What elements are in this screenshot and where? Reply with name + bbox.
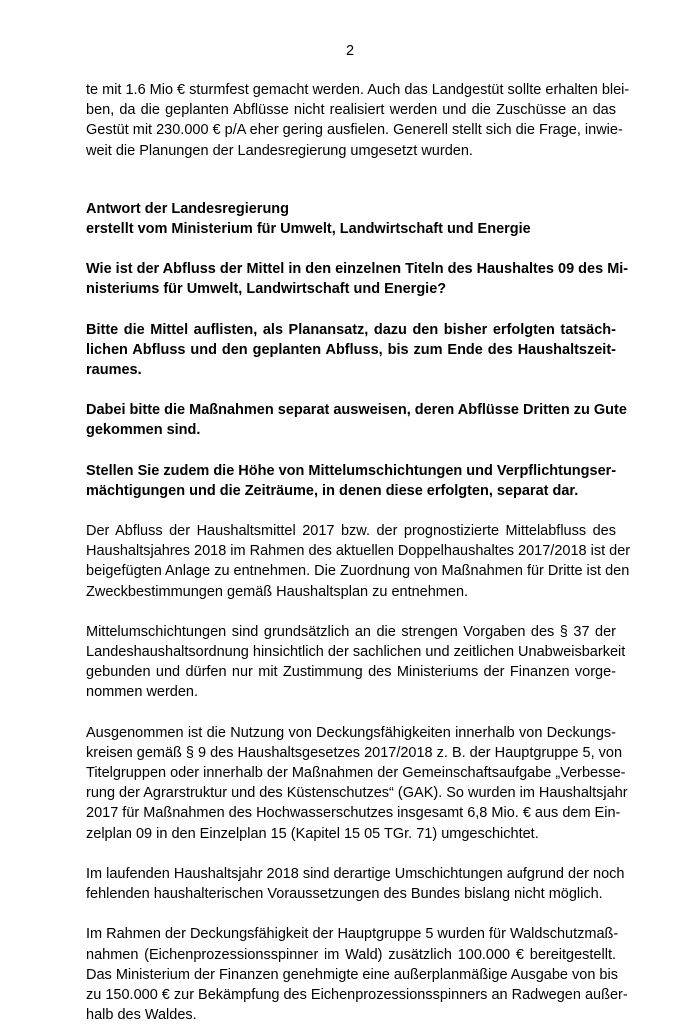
text-line: beigefügten Anlage zu entnehmen. Die Zuordnung von Maßnahmen für Dritte ist den [86,563,630,580]
question-1 [86,259,629,299]
page-number: 2 [345,43,355,59]
text-line: Dabei bitte die Maßnahmen separat ausweisen, deren Abflüsse Dritten zu Gute [86,402,627,419]
text-line: raumes. [86,362,142,379]
text-line: Antwort der Landesregierung [86,200,290,217]
text-line: Landeshaushaltsordnung hinsichtlich der sachlichen und zeitlichen Unabweisbarkeit [86,644,626,661]
text-line: lichen Abfluss und den geplanten Abfluss, bis zum Ende des Haushaltszeit- [86,341,616,358]
intro-paragraph [86,80,630,161]
text-line: Haushaltsjahres 2018 im Rahmen des aktuellen Doppelhaushaltes 2017/2018 ist der [86,543,631,560]
question-2 [86,320,616,381]
text-line: Mittelumschichtungen sind grundsätzlich an die strengen Vorgaben des § 37 der [86,623,616,640]
text-line: Stellen Sie zudem die Höhe von Mittelumschichtungen und Verpflichtungser- [86,462,617,479]
text-line: Wie ist der Abfluss der Mittel in den einzelnen Titeln des Haushaltes 09 des Mi- [86,261,629,278]
question-4 [86,461,616,501]
text-line: te mit 1.6 Mio € sturmfest gemacht werden. Auch das Landgestüt sollte erhalten blei- [86,82,630,98]
text-line: 2017 für Maßnahmen des Hochwasserschutzes insgesamt 6,8 Mio. € aus dem Ein- [86,805,621,822]
text-line: erstellt vom Ministerium für Umwelt, Landwirtschaft und Energie [86,221,531,238]
answer-paragraph-1 [86,521,631,602]
answer-paragraph-3 [86,723,628,844]
text-line: mächtigungen und die Zeiträume, in denen diese erfolgten, separat dar. [86,482,579,499]
text-line: Im laufenden Haushaltsjahr 2018 sind derartige Umschichtungen aufgrund der noch [86,865,625,882]
text-line: zu 150.000 € zur Bekämpfung des Eichenprozessionsspinners an Radwegen außer- [86,986,628,1003]
text-line: nommen werden. [86,684,199,701]
answer-paragraph-4 [86,864,625,904]
text-line: ben, da die geplanten Abflüsse nicht realisiert werden und die Zuschüsse an das [86,102,616,119]
text-line: Der Abfluss der Haushaltsmittel 2017 bzw. der prognostizierte Mittelabfluss des [86,523,616,540]
answer-paragraph-5 [86,924,628,1025]
text-line: fehlenden haushalterischen Voraussetzungen des Bundes bislang nicht möglich. [86,886,603,903]
text-line: nisteriums für Umwelt, Landwirtschaft und Energie? [86,281,447,298]
text-line: Im Rahmen der Deckungsfähigkeit der Hauptgruppe 5 wurden für Waldschutzmaß- [86,926,619,943]
text-line: Bitte die Mittel auflisten, als Planansatz, dazu den bisher erfolgten tatsäch- [86,321,616,338]
answer-paragraph-2 [86,622,626,703]
text-line: gebunden und dürfen nur mit Zustimmung des Ministeriums der Finanzen vorge- [86,664,616,681]
text-line: gekommen sind. [86,422,201,439]
text-line: rung der Agrarstruktur und des Küstenschutzes“ (GAK). So wurden im Haushaltsjahr [86,785,628,802]
text-line: nahmen (Eichenprozessionsspinner im Wald) zusätzlich 100.000 € bereitgestellt. [86,946,616,963]
text-line: Zweckbestimmungen gemäß Haushaltsplan zu entnehmen. [86,583,469,600]
answer-heading [86,199,616,239]
document-body [86,80,631,1025]
text-line: halb des Waldes. [86,1007,197,1024]
question-3 [86,400,627,440]
text-line: Titelgruppen oder innerhalb der Maßnahmen der Gemeinschaftsaufgabe „Verbesse- [86,765,626,782]
text-line: zelplan 09 in den Einzelplan 15 (Kapitel 15 05 TGr. 71) umgeschichtet. [86,825,539,842]
text-line: Ausgenommen ist die Nutzung von Deckungsfähigkeiten innerhalb von Deckungs- [86,724,616,741]
text-line: Das Ministerium der Finanzen genehmigte eine außerplanmäßige Ausgabe von bis [86,966,618,983]
text-line: kreisen gemäß § 9 des Haushaltsgesetzes 2017/2018 z. B. der Hauptgruppe 5, von [86,744,623,761]
text-line: weit die Planungen der Landesregierung umgesetzt wurden. [86,142,473,159]
text-line: Gestüt mit 230.000 € p/A eher gering ausfielen. Generell stellt sich die Frage, inwie- [86,122,623,139]
